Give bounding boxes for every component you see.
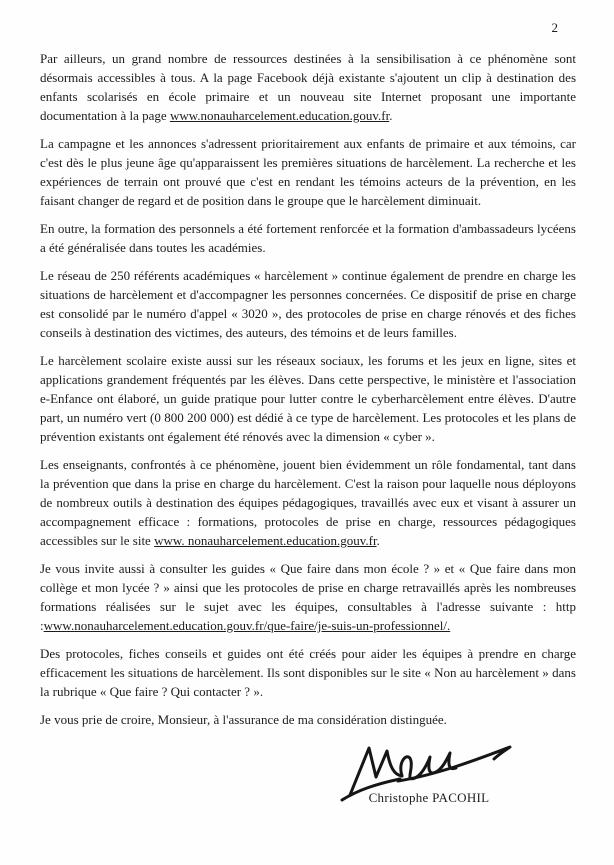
paragraph-resources [40, 49, 576, 125]
paragraph-formation: En outre, la formation des personnels a été fortement renforcée et la formation d'ambassadeurs lycéens a été généralisée dans toutes les académies. [40, 221, 576, 255]
link-nonauharcelement-home[interactable]: www.nonauharcelement.education.gouv.fr [169, 108, 390, 123]
paragraph-text: . [389, 108, 393, 123]
paragraph-protocoles: Des protocoles, fiches conseils et guides ont été créés pour aider les équipes à prendre en charge efficacement les situations de harcèlement. Ils sont disponibles sur le site « Non au harcèlement » dans la rubrique « Que faire ? Qui contacter ? ». [40, 646, 576, 699]
paragraph-guides [40, 559, 576, 635]
signature-block [324, 740, 534, 807]
paragraph-referents: Le réseau de 250 référents académiques « harcèlement » continue également de prendre en charge les situations de harcèlement et d'accompagner les personnes concernées. Ce dispositif de prise en charge est consolidé par le numéro d'appel « 3020 », des protocoles de prise en charge rénovés et des fiches conseils à destination des victimes, des auteurs, des témoins et de leurs familles. [40, 268, 576, 340]
letter-body [40, 49, 576, 729]
paragraph-cyberharcelement: Le harcèlement scolaire existe aussi sur les réseaux sociaux, les forums et les jeux en ligne, sites et applications grandement fréquentés par les élèves. Dans cette perspective, le ministère et l'association e-Enfance ont élaboré, un guide pratique pour lutter contre le cyberharcèlement entre élèves. D'autre part, un numéro vert (0 800 200 000) est dédié à ce type de harcèlement. Les protocoles et les plans de prévention existants ont également été rénovés avec la dimension « cyber ». [40, 353, 576, 444]
paragraph-text: Je vous invite aussi à consulter les guides « Que faire dans mon école ? » et « Que faire dans mon collège et mon lycée ? » ainsi que les protocoles de prise en charge retravaillés après les nombreuses formations réalisées sur le sujet avec les équipes, consultables à l'adresse suivante : http : [40, 561, 576, 633]
page-number: 2 [551, 20, 558, 35]
paragraph-text: . [376, 533, 380, 548]
paragraph-politesse: Je vous prie de croire, Monsieur, à l'assurance de ma considération distinguée. [40, 712, 447, 727]
paragraph-text: Par ailleurs, un grand nombre de ressources destinées à la sensibilisation à ce phénomène sont désormais accessibles à tous. A la page Facebook déjà existante s'ajoutent un clip à destination des enfants scolarisés en école primaire et un nouveau site Internet proposant une importante documentation à la page [40, 51, 576, 123]
paragraph-text: Les enseignants, confrontés à ce phénomène, jouent bien évidemment un rôle fondamental, tant dans la prévention que dans la prise en charge du harcèlement. C'est la raison pour laquelle nous déployons de nombreux outils à destination des équipes pédagogiques, travaillés avec eux et visant à assurer un accompagnement efficace : formations, protocoles de prise en charge, ressources pédagogiques accessibles sur le site [40, 457, 576, 548]
paragraph-enseignants [40, 455, 576, 550]
paragraph-campaign: La campagne et les annonces s'adressent prioritairement aux enfants de primaire et aux témoins, car c'est dès le plus jeune âge qu'apparaissent les premières situations de harcèlement. La recherche et les expériences de terrain ont prouvé que c'est en rendant les témoins acteurs de la prévention, en les faisant changer de regard et de position dans le groupe que le harcèlement diminuait. [40, 136, 576, 208]
link-nonauharcelement-site[interactable]: www. nonauharcelement.education.gouv.fr [154, 533, 377, 548]
link-que-faire-professionnel[interactable]: www.nonauharcelement.education.gouv.fr/que-faire/je-suis-un-professionnel/. [43, 618, 451, 633]
signatory-name: Christophe PACOHIL [368, 790, 490, 805]
